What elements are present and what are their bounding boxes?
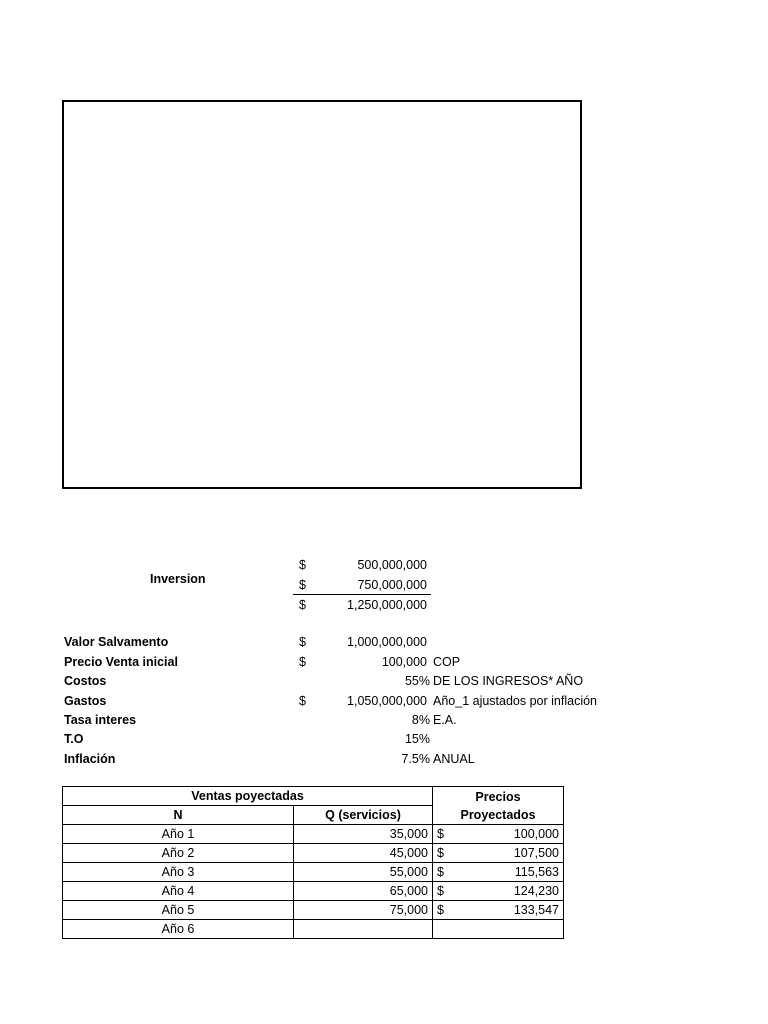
inversion-value: 750,000,000 (357, 578, 427, 592)
currency-symbol: $ (437, 884, 444, 898)
cell-price (433, 863, 564, 882)
param-value: 7.5% (401, 752, 430, 766)
cell-year: Año 1 (63, 825, 294, 844)
cell-price (433, 920, 564, 939)
param-value: 55% (404, 674, 430, 688)
currency-symbol: $ (437, 865, 444, 879)
param-label: Precio Venta inicial (64, 655, 178, 669)
inversion-currency: $ (299, 558, 306, 572)
cell-quantity: 35,000 (294, 825, 433, 844)
param-value: 15% (404, 732, 430, 746)
cell-year: Año 6 (63, 920, 294, 939)
table-header-row (63, 787, 564, 806)
cell-year: Año 3 (63, 863, 294, 882)
param-label: Gastos (64, 694, 107, 708)
param-label: Valor Salvamento (64, 635, 169, 649)
group-header-ventas: Ventas poyectadas (63, 787, 433, 806)
param-label: Tasa interes (64, 713, 137, 727)
param-value: 1,000,000,000 (347, 635, 427, 649)
cell-year: Año 4 (63, 882, 294, 901)
cell-quantity: 45,000 (294, 844, 433, 863)
table-row (63, 825, 564, 844)
price-value: 107,500 (513, 846, 559, 860)
param-label: Inflación (64, 752, 116, 766)
currency-symbol: $ (437, 827, 444, 841)
currency-symbol: $ (437, 903, 444, 917)
param-currency: $ (299, 655, 306, 669)
param-label: T.O (64, 732, 84, 746)
param-value: 100,000 (381, 655, 427, 669)
header-precios-proyectados: Precios Proyectados (433, 787, 564, 825)
table-row (63, 863, 564, 882)
cell-price (433, 901, 564, 920)
table-row (63, 901, 564, 920)
cell-year: Año 2 (63, 844, 294, 863)
price-value: 124,230 (513, 884, 559, 898)
param-note: E.A. (433, 713, 457, 727)
cell-quantity (294, 920, 433, 939)
cell-quantity: 55,000 (294, 863, 433, 882)
table-row (63, 920, 564, 939)
inversion-value: 500,000,000 (357, 558, 427, 572)
table-row (63, 844, 564, 863)
param-note: Año_1 ajustados por inflación (433, 694, 598, 708)
price-value: 133,547 (513, 903, 559, 917)
header-q-servicios: Q (servicios) (294, 806, 433, 825)
price-value: 115,563 (514, 865, 559, 879)
param-label: Costos (64, 674, 107, 688)
cell-year: Año 5 (63, 901, 294, 920)
param-currency: $ (299, 694, 306, 708)
embedded-chart-frame (62, 100, 582, 489)
inversion-label: Inversion (150, 572, 206, 586)
inversion-currency: $ (299, 598, 306, 612)
cell-quantity: 75,000 (294, 901, 433, 920)
param-note: DE LOS INGRESOS* AÑO (433, 674, 584, 688)
inversion-currency: $ (299, 578, 306, 592)
inversion-total: 1,250,000,000 (347, 598, 427, 612)
cell-price (433, 844, 564, 863)
sum-underline (293, 594, 431, 595)
param-currency: $ (299, 635, 306, 649)
price-value: 100,000 (513, 827, 559, 841)
cell-price (433, 825, 564, 844)
param-value: 1,050,000,000 (347, 694, 427, 708)
param-value: 8% (411, 713, 430, 727)
currency-symbol: $ (437, 846, 444, 860)
header-n: N (63, 806, 294, 825)
cell-price (433, 882, 564, 901)
cell-quantity: 65,000 (294, 882, 433, 901)
projection-table (62, 786, 564, 939)
param-note: ANUAL (433, 752, 475, 766)
param-note: COP (433, 655, 461, 669)
table-row (63, 882, 564, 901)
